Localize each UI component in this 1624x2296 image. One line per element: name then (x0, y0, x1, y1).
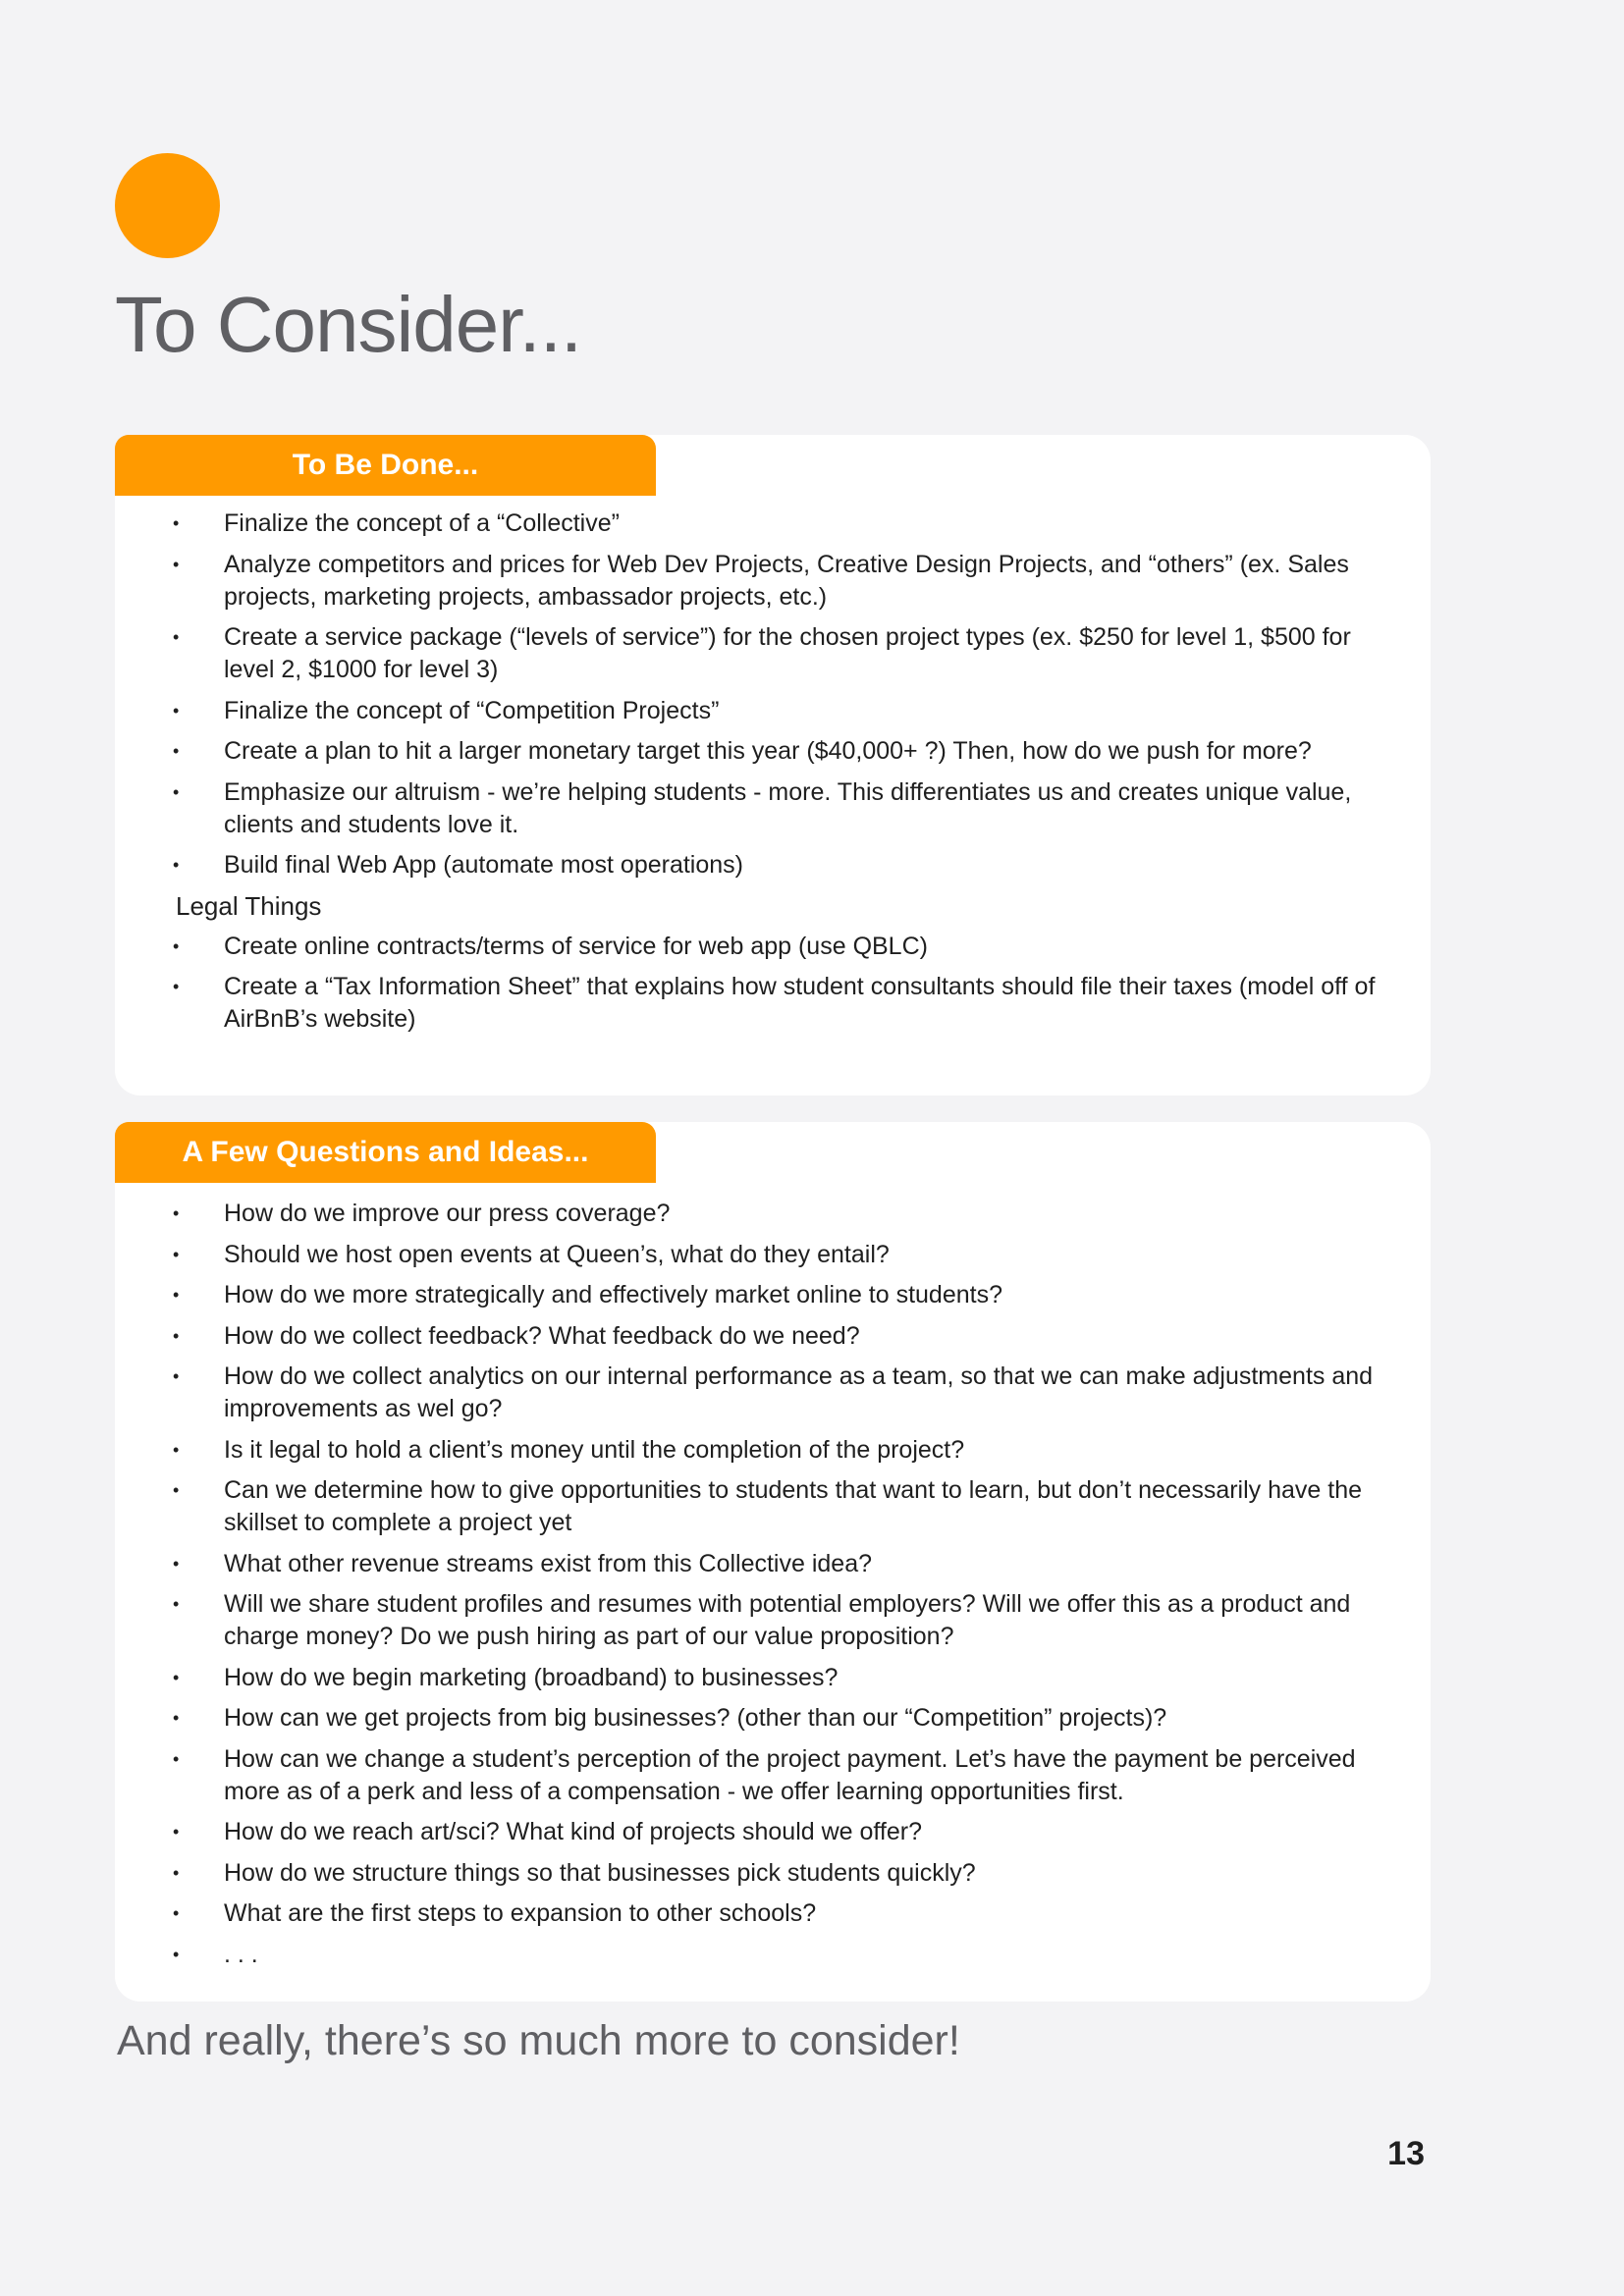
list-item (115, 1548, 1431, 1580)
to-be-done-body (115, 507, 1431, 1044)
list-item (115, 1939, 1431, 1971)
list-item-text: How do we collect feedback? What feedback do we need? (224, 1321, 860, 1350)
list-item-text: . . . (224, 1940, 258, 1968)
bullet-icon: • (173, 1480, 180, 1500)
to-be-done-heading: To Be Done... (115, 435, 656, 496)
questions-body (115, 1198, 1431, 1979)
list-item (115, 621, 1431, 686)
list-item-text: How can we change a student’s perception of the project payment. Let’s have the payment be perceived more as of a perk and less of a compensation - we offer learning opportunities first. (224, 1744, 1356, 1805)
bullet-icon: • (173, 741, 180, 761)
bullet-icon: • (173, 855, 180, 875)
bullet-icon: • (173, 1708, 180, 1728)
bullet-icon: • (173, 781, 180, 802)
list-item (115, 1279, 1431, 1311)
legal-things-list (115, 931, 1431, 1037)
bullet-icon: • (173, 1903, 180, 1923)
list-item-text: Create online contracts/terms of service for web app (use QBLC) (224, 932, 928, 960)
list-item (115, 695, 1431, 727)
bullet-icon: • (173, 977, 180, 996)
questions-heading: A Few Questions and Ideas... (115, 1122, 656, 1183)
bullet-icon: • (173, 554, 180, 574)
bullet-icon: • (173, 1366, 180, 1386)
page-title: To Consider... (115, 281, 582, 368)
bullet-icon: • (173, 1944, 180, 1964)
list-item-text: Create a “Tax Information Sheet” that explains how student consultants should file their taxes (model off of AirBnB’s website) (224, 973, 1376, 1033)
list-item (115, 1361, 1431, 1425)
list-item-text: Finalize the concept of “Competition Projects” (224, 696, 720, 724)
list-item-text: How do we structure things so that businesses pick students quickly? (224, 1858, 976, 1887)
list-item-text: Can we determine how to give opportunities to students that want to learn, but don’t necessarily have the skillset to complete a project yet (224, 1476, 1363, 1536)
list-item-text: What other revenue streams exist from this Collective idea? (224, 1549, 872, 1577)
list-item-text: Create a service package (“levels of service”) for the chosen project types (ex. $250 for level 1, $500 for level 2, $1000 for level 3) (224, 623, 1351, 683)
bullet-icon: • (173, 1285, 180, 1305)
list-item-text: How can we get projects from big businesses? (other than our “Competition” projects)? (224, 1704, 1167, 1732)
list-item (115, 776, 1431, 841)
list-item-text: Analyze competitors and prices for Web Dev Projects, Creative Design Projects, and “others” (ex. Sales projects, marketing projects, ambassador projects, etc.) (224, 550, 1349, 611)
bullet-icon: • (173, 1203, 180, 1223)
bullet-icon: • (173, 1862, 180, 1883)
bullet-icon: • (173, 1553, 180, 1574)
list-item-text: Build final Web App (automate most operations) (224, 851, 743, 879)
to-be-done-list (115, 507, 1431, 881)
bullet-icon: • (173, 513, 180, 533)
list-item (115, 1702, 1431, 1735)
list-item-text: How do we collect analytics on our internal performance as a team, so that we can make adjustments and improvements as wel go? (224, 1362, 1374, 1422)
list-item (115, 1662, 1431, 1694)
list-item-text: Will we share student profiles and resumes with potential employers? Will we offer this as a product and charge money? Do we push hiring as part of our value proposition? (224, 1590, 1351, 1650)
bullet-icon: • (173, 1439, 180, 1460)
list-item (115, 1816, 1431, 1848)
list-item (115, 1897, 1431, 1930)
list-item (115, 1857, 1431, 1890)
legal-things-heading: Legal Things (176, 890, 322, 921)
bullet-icon: • (173, 1594, 180, 1614)
questions-card (115, 1122, 1431, 2002)
bullet-icon: • (173, 1244, 180, 1264)
list-item (115, 1320, 1431, 1353)
bullet-icon: • (173, 935, 180, 956)
bullet-icon: • (173, 627, 180, 647)
list-item-text: How do we reach art/sci? What kind of projects should we offer? (224, 1818, 922, 1845)
orange-circle-icon (115, 153, 220, 258)
list-item-text: Create a plan to hit a larger monetary target this year ($40,000+ ?) Then, how do we push for more? (224, 737, 1312, 765)
list-item-text: Is it legal to hold a client’s money until the completion of the project? (224, 1435, 965, 1464)
questions-list (115, 1198, 1431, 1971)
list-item (115, 1743, 1431, 1808)
list-item-text: Emphasize our altruism - we’re helping students - more. This differentiates us and creates unique value, clients and students love it. (224, 777, 1352, 838)
list-item (115, 971, 1431, 1036)
bullet-icon: • (173, 1748, 180, 1769)
list-item (115, 507, 1431, 540)
list-item (115, 849, 1431, 881)
list-item (115, 1474, 1431, 1539)
list-item-text: Should we host open events at Queen’s, what do they entail? (224, 1240, 890, 1268)
bullet-icon: • (173, 1667, 180, 1687)
list-item (115, 1239, 1431, 1271)
list-item (115, 1198, 1431, 1230)
bullet-icon: • (173, 1822, 180, 1842)
to-be-done-card (115, 435, 1431, 1095)
list-item (115, 549, 1431, 614)
list-item (115, 735, 1431, 768)
list-item-text: How do we begin marketing (broadband) to businesses? (224, 1663, 839, 1691)
list-item (115, 1434, 1431, 1467)
closing-text: And really, there’s so much more to consider! (117, 2017, 960, 2064)
list-item-text: How do we more strategically and effectively market online to students? (224, 1281, 1002, 1308)
list-item (115, 1588, 1431, 1653)
page-number: 13 (1387, 2135, 1425, 2172)
list-item-text: Finalize the concept of a “Collective” (224, 509, 620, 537)
bullet-icon: • (173, 700, 180, 721)
list-item-text: What are the first steps to expansion to other schools? (224, 1899, 817, 1927)
list-item-text: How do we improve our press coverage? (224, 1200, 671, 1227)
list-item (115, 931, 1431, 963)
bullet-icon: • (173, 1325, 180, 1346)
